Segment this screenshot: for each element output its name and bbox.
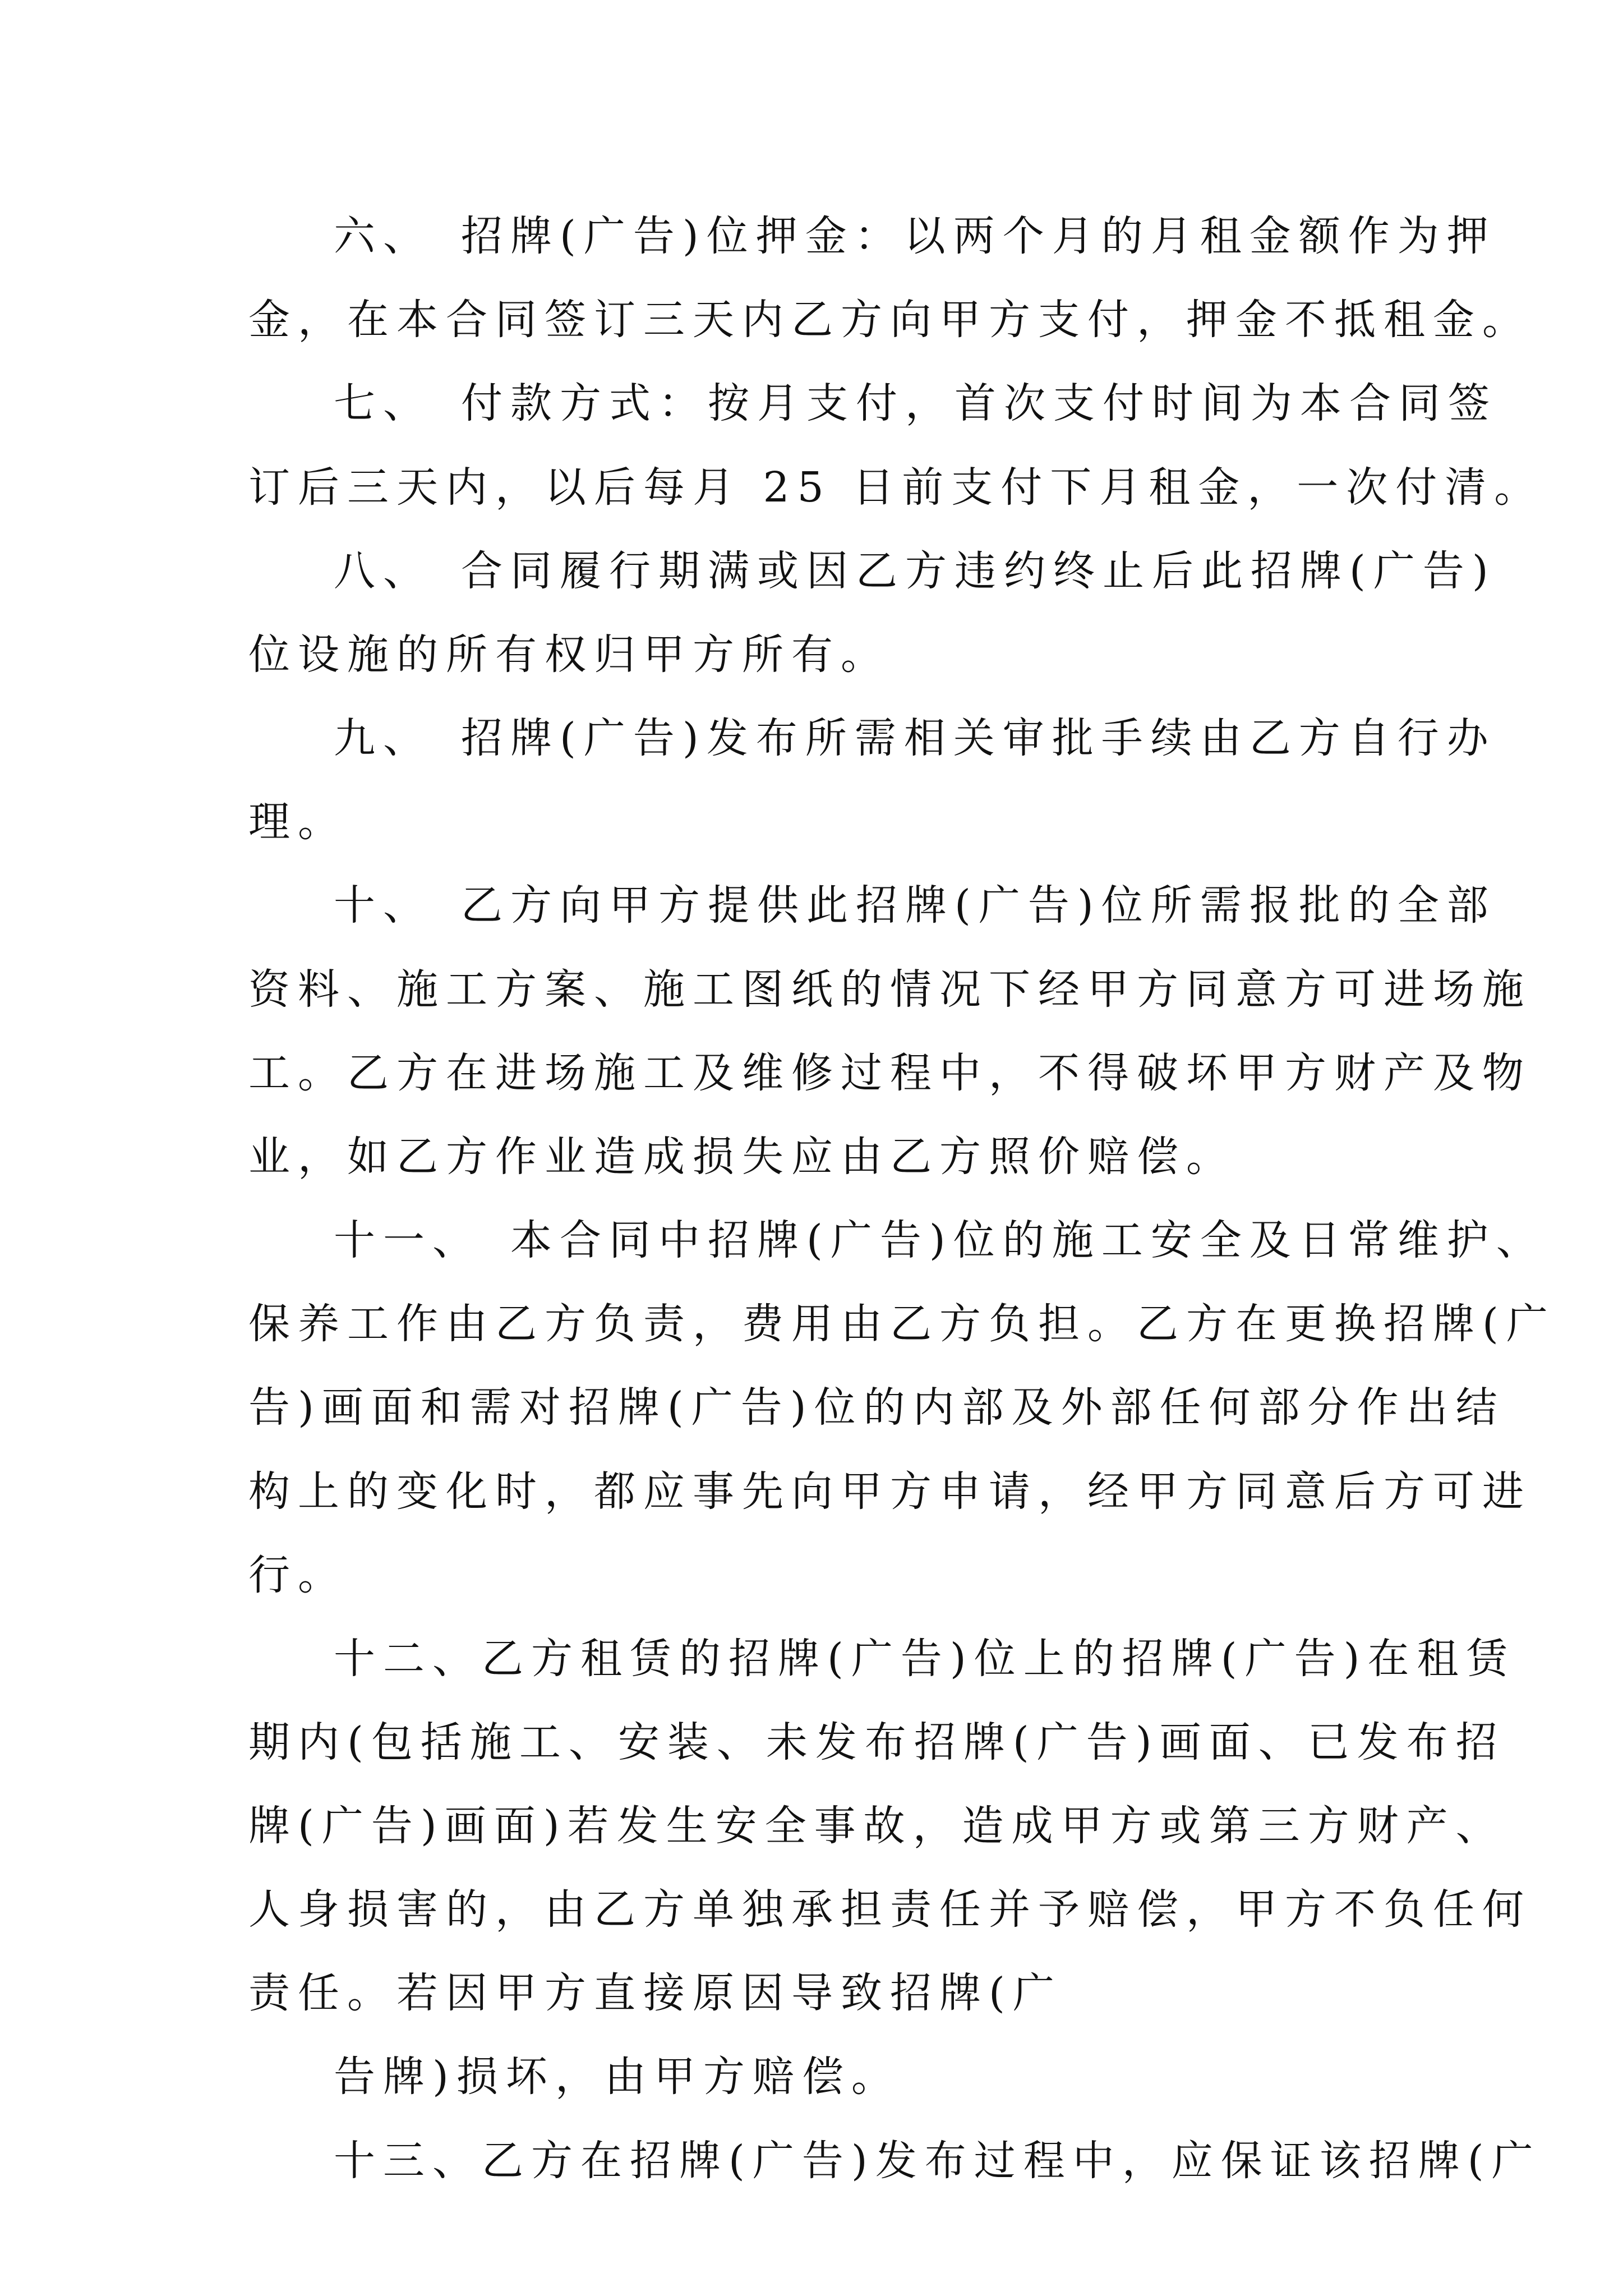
text-line: 行。 [248,1551,347,1599]
text-line: 期内(包括施工、安装、未发布招牌(广告)画面、已发布招 [248,1718,1505,1766]
text-line: 保养工作由乙方负责，费用由乙方负担。乙方在更换招牌(广 [248,1300,1556,1348]
text-line: 牌(广告)画面)若发生安全事故，造成甲方或第三方财产、 [248,1802,1505,1850]
text-line: 六、 招牌(广告)位押金：以两个月的月租金额作为押 [334,212,1496,260]
text-line: 订后三天内，以后每月 25 日前支付下月租金，一次付清。 [248,463,1544,512]
text-line: 七、 付款方式：按月支付，首次支付时间为本合同签 [334,379,1497,427]
text-line: 理。 [248,798,347,846]
text-line: 告)画面和需对招牌(广告)位的内部及外部任何部分作出结 [248,1383,1505,1432]
text-line: 九、 招牌(广告)发布所需相关审批手续由乙方自行办 [334,714,1496,762]
text-line: 十一、 本合同中招牌(广告)位的施工安全及日常维护、 [334,1216,1546,1264]
text-line: 位设施的所有权归甲方所有。 [248,631,890,679]
text-line: 告牌)损坏，由甲方赔偿。 [334,2053,901,2101]
text-line: 业，如乙方作业造成损失应由乙方照价赔偿。 [248,1133,1235,1181]
text-line: 责任。若因甲方直接原因导致招牌(广 [248,1969,1062,2017]
text-line: 金，在本合同签订三天内乙方向甲方支付，押金不抵租金。 [248,296,1532,344]
text-line: 八、 合同履行期满或因乙方违约终止后此招牌(广告) [334,547,1496,595]
text-line: 十二、乙方租赁的招牌(广告)位上的招牌(广告)在租赁 [334,1635,1516,1683]
text-line: 资料、施工方案、施工图纸的情况下经甲方同意方可进场施 [248,965,1532,1014]
text-line: 人身损害的，由乙方单独承担责任并予赔偿，甲方不负任何 [248,1885,1532,1934]
text-line: 工。乙方在进场施工及维修过程中，不得破坏甲方财产及物 [248,1049,1532,1097]
text-line: 十、 乙方向甲方提供此招牌(广告)位所需报批的全部 [334,881,1496,930]
text-line: 构上的变化时，都应事先向甲方申请，经甲方同意后方可进 [248,1467,1532,1516]
text-line: 十三、乙方在招牌(广告)发布过程中，应保证该招牌(广 [334,2137,1541,2185]
